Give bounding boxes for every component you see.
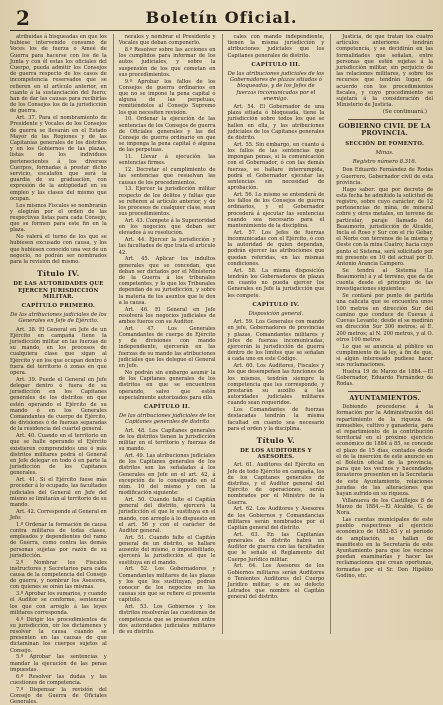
paragraph: Art. 59. Los Generales con mando en jefe, Gobernadores de provincias y plazas, Comandantes militares y Jefes de fuerzas incomunicadas, ejercerán la jurisdicción de guerra dentro de los límites que se señalan á cada uno en este Código.	[227, 319, 325, 363]
paragraph: Se tendrá al Sistema (La Beaumorín) á y al terreno, que da de cuenta desde el principio de las investigaciones siguientes:	[336, 267, 433, 293]
paragraph: Debiendo procederse á la formación por la Administración del repartimiento de la riqueza de inmuebles, cultivo y ganadería, para el repartimiento de la contribución territorial en el próximo ejercicio económico de 1884 á 85, se concede el plazo de 15 días, contados desde el de la inserción de este anuncio en el Boletín oficial de la provincia, para que los vecinos y hacendados forasteros presenten en la Secretaría de este Ayuntamiento, relaciones juradas de las alteraciones que hayan sufrido en su riqueza.	[336, 404, 433, 497]
title-heading: Título IV.	[37, 269, 80, 279]
paragraph: Art. 51. Cuando falte el Capitán general de un distrito, se hallare ausente del mismo, o imposibilitado, ejercerá la jurisdicción el que le sustituya en el mando.	[118, 534, 216, 566]
paragraph: Art. 52. Los Gobernadores y Comandantes militares de las plazas y los que los sustituyan, podrán conocer de los negocios en las causas sin que se refiere el presente capítulo.	[118, 566, 216, 604]
section-subheading-fomento: SECCIÓN DE FOMENTO.	[345, 140, 425, 147]
paragraph: Art. 37. Para el nombramiento de Presidente y Vocales de los Consejos de guerra se llevarán en el Estado Mayor de las Regiones y de las Capitanías generales de los distritos y en los Gobiernos de las plazas, listas de los individuos pertenecientes á los diversos Cuerpos, formadas á prestar dicho servicio, escalafón que será la guardia de su graduación, con expresión de la antigüedad en su empleo y las clases del mismo que ocupan.	[10, 115, 107, 202]
paragraph: Art. 47. Los Generales Comandantes de cuerpo de Ejército y de divisiones con mando independiente, ejercerán en las fuerzas de su mando las atribuciones judiciales que les delegue el General en Jefe.	[118, 325, 216, 370]
paragraph: Art. 58. La misma disposición tendrán los Gobernadores de plazas en cuanto no pueda ejercer los Generales en Jefe la jurisdicción que les compete.	[227, 267, 325, 299]
paragraph: Art. 38. El General en Jefe de un Ejército en campaña tiene la jurisdicción militar en las fuerzas de su mando, en los procesos de cualquiera clase que sigan al Ejército y en los que ocupan dentro ó fuera del territorio ó zonas en que opera.	[10, 326, 107, 376]
paragraph: Art. 63. En las Capitanías generales de distrito habrá un Auditor de guerra con las facultades que le señale el Reglamento del Cuerpo Jurídico militar.	[227, 531, 325, 563]
paragraph: 2.º Nombrar los Fiscales instructores y Secretarios para cada causa de la competencia del Consejo de guerra, y nombrar los Asesores, con quienes se oirán las mismas.	[10, 559, 107, 591]
column-3	[222, 34, 325, 634]
paragraph: Art. 53. Los Gobiernos y los distritos resolverán las cuestiones de competencia que se presenten entre dos autoridades judiciales militares de su distrito.	[118, 604, 216, 635]
columns	[10, 34, 433, 705]
publication-title: Boletín Oficial.	[145, 8, 298, 27]
paragraph: Art. 40. Cuando en el territorio en que se halle operando el Ejército existieren comprendidos uno ó más distritos militares podrá el General en Jefe delegar en todo ó en parte la jurisdicción de los Capitanes generales.	[10, 433, 107, 477]
paragraph: 1.º Ordenar la formación de causa contra militares de todas clases, empleados y dependientes del ramo de Guerra, como contra las demás personas sujetas por razón de su jurisdicción.	[10, 521, 107, 559]
paragraph: Lo que se anuncia al público en cumplimiento de la ley, á fin de que, si algún interesado pudiese hacer sus reclamaciones.	[336, 343, 433, 369]
paragraph: Art. 39. Puede el General en Jefe delegar dentro ó fuera de su jurisdicción en los Capitanes generales de los distritos en que estén operando el Ejército de su mando ó en los Generales Comandantes de cuerpo de Ejército, de divisiones ó de fuerzas separadas de la residencia del cuartel general.	[10, 376, 107, 433]
paragraph: Art. 44. Ejercer la jurisdicción y las facultades de que trata el artículo 42.	[118, 237, 216, 256]
paragraph: Don Eduardo Fernández de Rodas y Guerrero, Gobernador civil de esta provincia.	[336, 167, 433, 186]
chapter-heading: CAPÍTULO PRIMERO.	[21, 302, 96, 309]
chapter-heading: CAPÍTULO II.	[144, 403, 191, 410]
paragraph: Art. 55. Sin embargo, en cuanto á los fallos de las sentencias que impongan penas, si la comunicación con el Gobernador, ó con las demás fuerzas, se hallare interrumpida, podrá el Gobernador ejecutar las sentencias sin necesidad de aprobación.	[227, 141, 325, 192]
column-4	[330, 34, 433, 634]
paragraph: Art. 49. Las atribuciones judiciales de los Capitanes generales de los distritos son las señaladas á los Generales en Jefe en el art. 42, á excepción de lo consignado en el núm. 10 del mismo y con la modificación siguiente:	[118, 452, 216, 497]
paragraph: Art. 41. Si el Ejército fuese más proceder á lo ocupado, las facultades judiciales del General en Jefe del mismo se limitarán al territorio de su mando.	[10, 477, 107, 508]
paragraph: Huelva 19 de Marzo de 1884.—El Gobernador, Eduardo Fernández de Rodas.	[336, 368, 433, 388]
paragraph: Hago saber: que por decreto de esta fecha he admitido la solicitud de registro, sobre cuyo carácter, de 12 pertenencias de mina, de mineral cobre y otros metales, en terreno de particular, paraje llamado del Beaumorín, jurisdicción de Alcalde, Incla el Roso y Sur con el río Gébar, el Norte con terrenos de la misma y Oeste con la mina Cuatro; hacia cuyo punto el Sistema, será solicitado por mi presente en 10 del actual por D. Antonio Arancia Campero.	[336, 186, 433, 268]
paragraph: Las cuentas municipales de este pueblo respectivas al ejercicio económico de 1882-83 y el periodo de ampliación, se hallan de manifiesto en la Secretaría de este Ayuntamiento para que los vecinos puedan examinarlas y hacer las reclamaciones que crean oportunas, formadas por el Sr. Don Hipólito Godino, etc.	[336, 516, 433, 579]
page-number: 2	[16, 6, 30, 30]
paragraph: cales con mando independiente, tienen la misma jurisdicción y atribuciones judiciales que los Capitanes generales de distrito.	[227, 34, 325, 59]
paragraph: atribuidas á bisqueadas en que los hubiese intervenido consumo de Voces los de fuerza ó Ameé de Guerra para hacerse con los de la Junta y con él estas los oficiales del Cuerpo, pueda admitir los Consejos de guerra respecto de los casos de incompetencia reservados que se refieren en el artículo anterior, en cuanto á la sustanciación del fuero; han de dar las causas para recibirlas de los Consejos los de la jurisdicción de guerra.	[10, 34, 107, 115]
paragraph: Art. 64. Los Asesores de los Gobiernos militares serán Auditores ó Tenientes Auditores del Cuerpo Jurídico militar, o en su defecto Letrados que nombre el Capitán general del distrito.	[227, 563, 325, 601]
registry-number: Registro número 8.316.	[352, 159, 417, 166]
paragraph: 13. Ejercer la jurisdicción militar respecto de los delitos y faltas que se refieren al artículo anterior, y de los procesos de cualquier clase, sean sus procedimientos.	[118, 186, 216, 218]
column-1	[10, 34, 107, 705]
minas-heading: Minas.	[375, 150, 394, 157]
paragraph: Art. 61. Auditores del Ejército en Jefe de todo Ejército en campaña, los de los Capitanes generales de distritos, y el Auditor general del Ejército de operaciones, serán nombrados por el Ministro de la Guerra.	[227, 462, 325, 506]
paragraph: Art. 56. Lo mismo se entenderá de los fallos de los Consejos de guerra ordinarios, y el Gobernador procederá á ejecutar las sentencias cuando sea necesario para el mantenimiento de la disciplina.	[227, 192, 325, 230]
paragraph: 8.º Resolver sobre las acciones en los cumplidos para informar de los autos judiciales, y sobre la suspensión de los que cometan en sus procedimientos.	[118, 47, 216, 78]
divider	[348, 391, 421, 392]
paragraph: Art. 60. Los Auditores, Fiscales y los que desempeñen las funciones de los mismos, tendrán siempre la competencia que les corresponde, y prestarán su auxilio á las autoridades judiciales militares cuando sean requeridos.	[227, 363, 325, 407]
paragraph: Art. 46. El General en Jefe resolverá los negocios judiciales de ambos fueros con su Auditor.	[118, 306, 216, 326]
chapter-subheading: De las atribuciones judiciales de los Generales en Jefe de Ejército.	[10, 312, 107, 325]
paragraph: No valerá el turno de los que se hubiesen excusado con causa, y los que hubiesen conocido una vez de un negocio, no podrán ser nombrados para la revisión del mismo.	[10, 234, 107, 266]
page-header	[10, 6, 433, 31]
paragraph: nerales y nombrar el Presidente y Vocales que deban componerlo.	[118, 34, 216, 47]
title-heading: Título V.	[256, 435, 296, 445]
paragraph: No podrán sin embargo asumir la de los Capitanes generales de los distritos en que se encuentren operando, salvo que estén especialmente autorizados para ello.	[118, 369, 216, 401]
divider	[348, 119, 421, 120]
paragraph: Art. 62. Los Auditores y Asesores de los Gobiernos y Comandancias militares serán nombrados por el Capitán general del distrito.	[227, 506, 325, 531]
paragraph: Art. 42. Corresponde al General en Jefe:	[10, 508, 107, 521]
paragraph: 9.º Aprobar los fallos de los Consejos de guerra ordinarios en que no se impone la pena capital ó alguna de las perpetuas, remitiéndolos al Consejo Supremo los que necesiten revisión.	[118, 78, 216, 116]
paragraph: Los Comandantes de fuerzas destacadas tendrán la misma facultad en cuanto sea necesario para el orden y la disciplina.	[227, 407, 325, 432]
paragraph: Villanueva de los Castillejos 8 de Marzo de 1884.—El Alcalde, G. de Nora.	[336, 497, 433, 517]
paragraph: 5.º Aprobar las sentencias y mandar la ejecución de las penas impuestas.	[10, 654, 107, 673]
paragraph: 6.º Resolver las dudas y las cuestiones de competencia.	[10, 673, 107, 686]
paragraph: 3.º Aprobar los sumarios, y cuando el Auditor se conforme, sentenciar los que con arreglo á las leyes militares corresponda.	[10, 591, 107, 616]
column-2	[113, 34, 216, 634]
paragraph: 10. Ordenar la ejecución de las sentencias de los Consejos de guerra de Oficiales generales y las del Consejo de guerra ordinario en que se imponga la pena capital ó alguna de las perpetuas.	[118, 116, 216, 154]
paragraph: Art. 57. Los Jefes de fuerzas incomunicadas con el Ejército, ó con la autoridad de quien dependan, podrán ejercer las atribuciones que quedan referidas, en las mismas condiciones.	[227, 229, 325, 267]
paragraph: 12. Decretar el cumplimiento de las sentencias que resuelvan las causas de los procedimientos.	[118, 167, 216, 186]
paragraph: Justicia, de que tratan los cuatro artículos anteriores tendrán competencia, y se decidirán en las formalidades que señalan, entre personas que estén sujetas á la jurisdicción militar, sin perjuicio de las relaciones militares, y sobre los recursos que tendrán lugar, de acuerdo con los procedimientos fiscales, y cuyo procedimiento se sujetará á la consideración del Ministerio de Justicia.	[336, 34, 433, 109]
chapter-subheading: Disposición general.	[248, 310, 304, 317]
paragraph: Art. 54. El Gobernador de una plaza sitiada ó bloqueada, tiene la jurisdicción sobre todos los que se hallen en ella, y las atribuciones judiciales de los Capitanes generales de distrito.	[227, 104, 325, 142]
title-subheading: DE LOS AUDITORES Y ASESORES.	[240, 447, 312, 461]
continuation-note: (Se continuará.)	[382, 109, 427, 116]
paragraph: Los mismos Fiscales se nombrarán y elegirán por el orden de las respectivas listas para cada Consejo, que se formen para este fin en la plaza.	[10, 202, 107, 234]
chapter-subheading: De las atribuciones judiciales de los Capitanes generales de distrito	[118, 413, 216, 426]
section-heading-government: GOBIERNO CIVIL DE LA PROVINCIA.	[338, 121, 431, 138]
paragraph: 4.º Dirigir los procedimientos de su jurisdicción, oír los dictámenes y resolver la causa cuando se presenten en las causas de que dictaminan los cuerpos sujetos al Consejo.	[10, 616, 107, 654]
title-subheading: DE LAS AUTORIDADES QUE EJERCEN JURISDICCIÓN MILITAR.	[13, 281, 104, 300]
paragraph: 7.º Dispensar la revisión del Consejo de Guerra de Oficiales Generales.	[10, 686, 107, 705]
section-heading-ayuntamientos: AYUNTAMIENTOS.	[349, 393, 420, 402]
paragraph: 11. Llevar á ejecución las sentencias firmes.	[118, 154, 216, 167]
paragraph: Art. 48. Los Capitanes generales de los distritos tienen la jurisdicción militar en el territorio y fuerzas de su mando.	[118, 427, 216, 453]
paragraph: Art. 45. Aplicar los indultos generales que se concedan, que deban ser dictados por el Ministerio de la Guerra á los tribunales competentes, y lo que los Tribunales dependan de su jurisdicción, y sobre la materia de los asuntos que le den a la causa.	[118, 256, 216, 306]
paragraph: Se contará por punto de partida una calicata que se encuentra unos 100 metros en dirección Sur del camino que conduce de Cuevas á Cuevas Levante; desde el se medirán en dirección Sur 300 metros; al E. 200 metros; al N. 200 metros, y al O. otros 100 metros.	[336, 293, 433, 343]
chapter-subheading: De las atribuciones judiciales de los Gobernadores de plazas sitiadas ó bloqueadas, y de los Jefes de fuerzas incomunicadas por el enemigo.	[227, 71, 325, 102]
chapter-heading: CAPÍTULO IV.	[252, 301, 300, 308]
chapter-heading: CAPÍTULO III.	[251, 61, 301, 68]
paragraph: Art. 43. Compete á la Superioridad en los negocios que deban ser elevados á su resolución.	[118, 218, 216, 237]
paragraph: Art. 50. Cuando falte el Capitán general del distrito, ejercerá la jurisdicción el que le sustituya en el mando, con arreglo á lo dispuesto en el art. 56 y con el carácter de Auditor general.	[118, 496, 216, 534]
